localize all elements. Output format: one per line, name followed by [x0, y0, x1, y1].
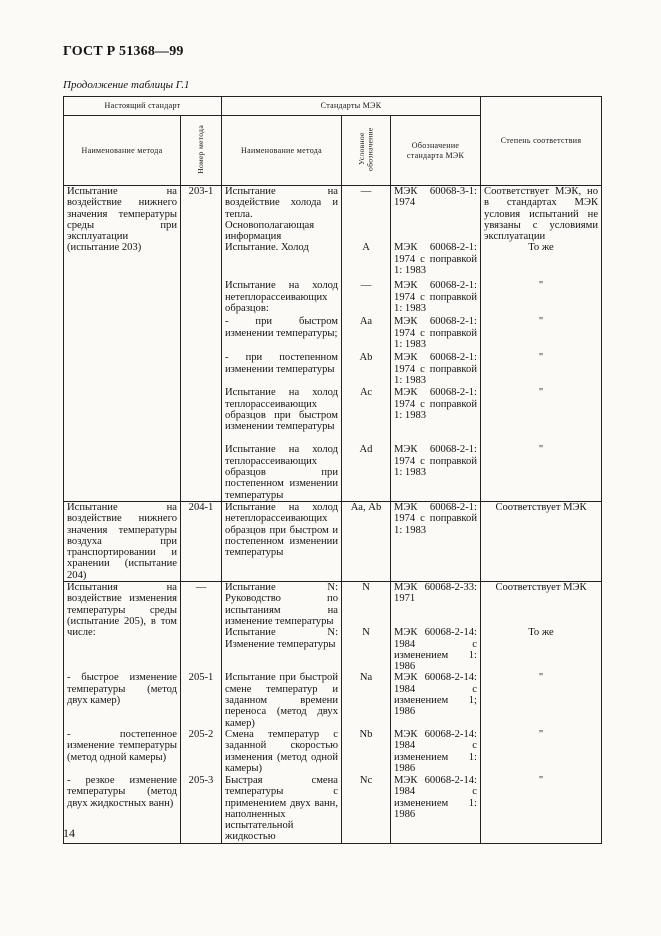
iec-standard: МЭК 60068-2-1: 1974 с поправкой 1: 1983 [391, 387, 481, 444]
condition-designation: Ab [342, 352, 391, 387]
iec-method-name: Испытание при быстрой смене температур и заданном времени переноса (метод двух камер) [222, 672, 342, 728]
degree-of-correspondence: " [481, 352, 602, 387]
current-method-name: - резкое изменение температуры (метод двух жидкостных ванн) [64, 775, 181, 843]
table-row [64, 729, 602, 775]
table-caption: Продолжение таблицы Г.1 [63, 79, 190, 91]
iec-method-name: Быстрая смена температуры с применением двух ванн, наполненных испытательной жидкостью [222, 775, 342, 843]
method-number: 203-1 [181, 186, 222, 502]
header-current-standard: Настоящий стандарт [64, 97, 222, 116]
degree-of-correspondence: " [481, 444, 602, 501]
degree-of-correspondence: " [481, 387, 602, 444]
table-row [64, 775, 602, 843]
table-row [64, 186, 602, 243]
iec-method-name: Испытание на холод теплорассеивающих образцов при постепенном изменении температуры [222, 444, 342, 501]
header-condition-designation [342, 116, 391, 186]
method-number: 205-3 [181, 775, 222, 843]
iec-method-name: - при постепенном изменении температуры [222, 352, 342, 387]
iec-method-name: Испытание. Холод [222, 242, 342, 280]
method-number: 205-1 [181, 672, 222, 728]
header-iec-standards: Стандарты МЭК [222, 97, 481, 116]
degree-of-correspondence: То же [481, 242, 602, 280]
method-number: 204-1 [181, 501, 222, 581]
degree-of-correspondence: " [481, 672, 602, 728]
table-row [64, 582, 602, 628]
iec-standard: МЭК 60068-2-1: 1974 с поправкой 1: 1983 [391, 242, 481, 280]
header-condition-designation-label: Условное обозначение [356, 127, 375, 171]
iec-method-name: Испытание на холод нетеплорассеивающих образцов: [222, 280, 342, 316]
table-row [64, 672, 602, 728]
current-method-name: Испытание на воздействие нижнего значения температуры среды при эксплуатации (испытание 203) [64, 186, 181, 502]
header-method-name: Наименование метода [64, 116, 181, 186]
iec-standard: МЭК 60068-2-33: 1971 [391, 582, 481, 628]
degree-of-correspondence: " [481, 280, 602, 316]
condition-designation: — [342, 280, 391, 316]
degree-of-correspondence: " [481, 775, 602, 843]
header-method-number [181, 116, 222, 186]
page-number: 14 [63, 826, 75, 840]
iec-standard: МЭК 60068-2-1: 1974 с поправкой 1: 1983 [391, 501, 481, 581]
iec-standard: МЭК 60068-2-14: 1984 с изменением 1: 1986 [391, 729, 481, 775]
method-number: 205-2 [181, 729, 222, 775]
iec-standard: МЭК 60068-2-14: 1984 с изменением 1; 1986 [391, 672, 481, 728]
degree-of-correspondence: Соответствует МЭК [481, 501, 602, 581]
condition-designation: Nc [342, 775, 391, 843]
header-degree-of-correspondence: Степень соответствия [481, 97, 602, 186]
condition-designation: N [342, 627, 391, 672]
degree-of-correspondence: Соответствует МЭК [481, 582, 602, 628]
iec-method-name: Испытание на холод теплорассеивающих образцов при быстром изменении температуры [222, 387, 342, 444]
current-method-name: - постепенное изменение температуры (метод одной камеры) [64, 729, 181, 775]
current-method-name: - быстрое изменение температуры (метод двух камер) [64, 672, 181, 728]
condition-designation: Ad [342, 444, 391, 501]
iec-standard: МЭК 60068-3-1: 1974 [391, 186, 481, 243]
iec-standard: МЭК 60068-2-1: 1974 с поправкой 1: 1983 [391, 280, 481, 316]
current-method-name: Испытание на воздействие нижнего значения температуры воздуха при транспортировании и хранении (испытание 204) [64, 501, 181, 581]
iec-method-name: Испытание на холод нетеплорассеивающих образцов при быстром и постепенном изменении температуры [222, 501, 342, 581]
iec-standard: МЭК 60068-2-1: 1974 с поправкой 1: 1983 [391, 444, 481, 501]
condition-designation: А [342, 242, 391, 280]
comparison-table [63, 96, 602, 844]
condition-designation: Аа [342, 316, 391, 352]
header-iec-standard-designation: Обозначение стандарта МЭК [391, 116, 481, 186]
degree-of-correspondence: Соответствует МЭК, но в стандартах МЭК условия испытаний не увязаны с условиями эксплуатации [481, 186, 602, 243]
degree-of-correspondence: " [481, 729, 602, 775]
iec-standard: МЭК 60068-2-1: 1974 с поправкой 1: 1983 [391, 352, 481, 387]
condition-designation: Аа, Ab [342, 501, 391, 581]
iec-standard: МЭК 60068-2-14: 1984 с изменением 1: 1986 [391, 775, 481, 843]
iec-method-name: Испытание N: Руководство по испытаниям на изменение температуры [222, 582, 342, 628]
iec-method-name: - при быстром изменении температуры; [222, 316, 342, 352]
method-number: — [181, 582, 222, 673]
degree-of-correspondence: " [481, 316, 602, 352]
degree-of-correspondence: То же [481, 627, 602, 672]
document-title: ГОСТ Р 51368—99 [63, 44, 184, 59]
header-iec-method-name: Наименование метода [222, 116, 342, 186]
condition-designation: Ас [342, 387, 391, 444]
iec-method-name: Испытание N: Изменение температуры [222, 627, 342, 672]
condition-designation: — [342, 186, 391, 243]
condition-designation: Nb [342, 729, 391, 775]
condition-designation: N [342, 582, 391, 628]
iec-method-name: Испытание на воздействие холода и тепла. Основополагающая информация [222, 186, 342, 243]
condition-designation: Na [342, 672, 391, 728]
header-method-number-label: Номер метода [195, 124, 205, 174]
current-method-name: Испытания на воздействие изменения температуры среды (испытание 205), в том числе: [64, 582, 181, 673]
iec-standard: МЭК 60068-2-14: 1984 с изменением 1: 1986 [391, 627, 481, 672]
iec-standard: МЭК 60068-2-1: 1974 с поправкой 1: 1983 [391, 316, 481, 352]
iec-method-name: Смена температур с заданной скоростью изменения (метод одной камеры) [222, 729, 342, 775]
table-row [64, 501, 602, 581]
